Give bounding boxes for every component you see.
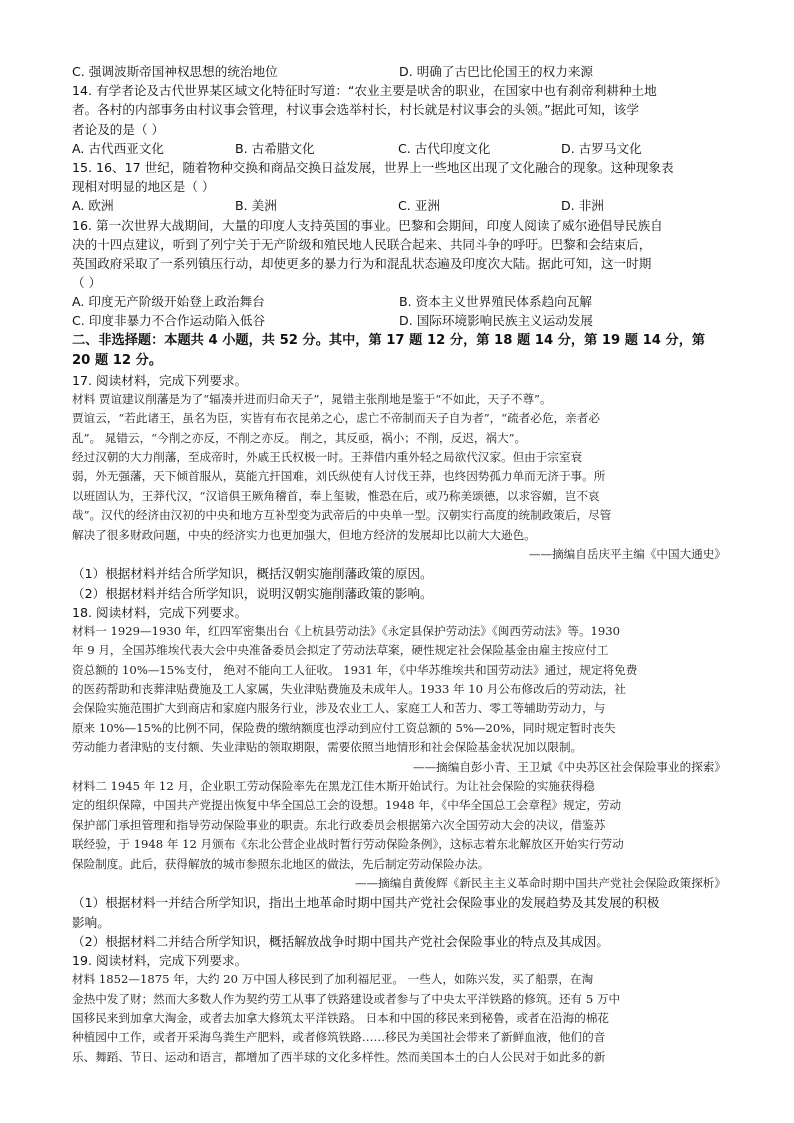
sub-question: （1）根据材料一并结合所学知识，指出土地革命时期中国共产党社会保险事业的发展趋势及其发展的积极 — [72, 895, 660, 911]
option-a[interactable]: A. 欧洲 — [72, 198, 114, 214]
material-line: 种植园中工作，或者开采海鸟粪生产肥料，或者修筑铁路……移民为美国社会带来了新鲜血液，他们的音 — [72, 1030, 606, 1045]
option-d[interactable]: D. 国际环境影响民族主义运动发展 — [399, 313, 594, 329]
material-line: 贾谊云，“若此诸王，虽名为臣，实皆有布衣昆弟之心，虑亡不帝制而天子自为者”，“疏者必危，亲者必 — [72, 411, 600, 426]
material-line: 乐、舞蹈、节日、运动和语言，都增加了西半球的文化多样性。然而美国本土的白人公民对于如此多的新 — [72, 1049, 606, 1064]
material-line: 劳动能力者津贴的支付额、失业津贴的领取期限，需要依照当地情形和社会保险基金状况加以限制。 — [72, 740, 583, 755]
material-line: 资总额的 10%—15%支付， 绝对不能向工人征收。 1931 年，《中华苏维埃共和国劳动法》通过，规定将免费 — [72, 662, 638, 677]
question-15 — [72, 158, 726, 216]
option-a[interactable]: A. 印度无产阶级开始登上政治舞台 — [72, 294, 265, 310]
material-line: 哉”。汉代的经济由汉初的中央和地方互补型变为武帝后的中央单一型。汉朝实行高度的统制政策后，尽管 — [72, 508, 612, 523]
q15-options — [72, 196, 726, 215]
material-line: 联经验，于 1948 年 12 月颁布《东北公营企业战时暂行劳动保险条例》，这标志着东北解放区开始实行劳动 — [72, 837, 624, 852]
question-text-line: 者。各村的内部事务由村议事会管理，村议事会选举村长，村长就是村议事会的头领。”据此可知，该学 — [72, 102, 639, 118]
material-line: 弱，外无强藩，天下倾首服从，莫能亢扞国难，刘氏纵使有人讨伐王莽，也终因势孤力单而无济于事。所 — [72, 469, 606, 484]
q16-options-row2 — [72, 311, 726, 330]
material-line: 保护部门承担管理和指导劳动保险事业的职责。东北行政委员会根据第六次全国劳动大会的决议，借鉴苏 — [72, 817, 606, 832]
section-heading-line: 20 题 12 分。 — [72, 352, 163, 368]
sub-question: （2）根据材料二并结合所学知识，概括解放战争时期中国共产党社会保险事业的特点及其成因。 — [72, 933, 609, 949]
question-text-line: 15. 16、17 世纪，随着物种交换和商品交换日益发展，世界上一些地区出现了文化融合的现象。这种现象表 — [72, 159, 674, 175]
question-16 — [72, 216, 726, 331]
question-17 — [72, 371, 726, 603]
question-head: 18. 阅读材料，完成下列要求。 — [72, 604, 248, 620]
question-19 — [72, 951, 726, 1067]
question-text-line: （ ） — [72, 275, 102, 291]
option-a[interactable]: A. 古代西亚文化 — [72, 140, 164, 156]
question-text-line: 16. 第一次世界大战期间，大量的印度人支持英国的事业。巴黎和会期间，印度人阅读了威尔逊倡导民族自 — [72, 217, 663, 233]
question-head: 17. 阅读材料，完成下列要求。 — [72, 372, 248, 388]
material-line: 乱”。 晁错云，“今削之亦反，不削之亦反。 削之，其反亟，祸小；不削，反迟，祸大”。 — [72, 430, 527, 445]
material-line: 年 9 月，全国苏维埃代表大会中央准备委员会拟定了劳动法草案，硬性规定社会保险基金由雇主按应付工 — [72, 643, 609, 658]
material-line: 解决了很多财政问题，中央的经济实力也更加强大，但地方经济的发展却比以前大大逊色。 — [72, 527, 536, 542]
question-text-line: 者论及的是（ ） — [72, 121, 165, 137]
question-18 — [72, 603, 726, 951]
material-line: 会保险实施范围扩大到商店和家庭内服务行业，涉及农业工人、家庭工人和苦力、零工等辅助劳动力，与 — [72, 701, 606, 716]
section-2-heading — [72, 331, 726, 371]
question-text-line: 决的十四点建议，听到了列宁关于无产阶级和殖民地人民联合起来、共同斗争的呼吁。巴黎和会结束后， — [72, 236, 652, 252]
material-source: ——摘编自彭小青、王卫斌《中央苏区社会保险事业的探索》 — [412, 759, 726, 774]
question-head: 19. 阅读材料，完成下列要求。 — [72, 952, 248, 968]
sub-question: 影响。 — [72, 914, 110, 930]
option-c[interactable]: C. 强调波斯帝国神权思想的统治地位 — [72, 64, 278, 79]
option-c[interactable]: C. 印度非暴力不合作运动陷入低谷 — [72, 313, 266, 329]
material-line: 材料 贾谊建议削藩是为了“辐凑并进而归命天子”，晁错主张削地是鉴于“不如此，天子不尊”。 — [72, 391, 552, 406]
option-c[interactable]: C. 亚洲 — [398, 198, 440, 214]
material-line: 的医药帮助和丧葬津贴费施及工人家属，失业津贴费施及未成年人。1933 年 10 月公布修改后的劳动法，社 — [72, 682, 626, 697]
option-c[interactable]: C. 古代印度文化 — [398, 140, 491, 156]
q13-options — [72, 62, 726, 81]
option-b[interactable]: B. 美洲 — [235, 198, 277, 214]
material-line: 以班固认为，王莽代汉，“汉谙俱王厥角稽首，奉上玺韨，惟恐在后，或乃称美颂德，以求容媚，岂不哀 — [72, 488, 600, 503]
material-line: 材料一 1929—1930 年，红四军密集出台《上杭县劳动法》《永定县保护劳动法》《闽西劳动法》等。1930 — [72, 623, 621, 638]
material-line: 经过汉朝的大力削藩，至成帝时，外戚王氏权极一时。王莽借内重外轻之局欲代汉家。但由于宗室衰 — [72, 449, 583, 464]
option-d[interactable]: D. 古罗马文化 — [561, 140, 642, 156]
material-line: 国移民来到加拿大淘金，或者去加拿大修筑太平洋铁路。 日本和中国的移民来到秘鲁，或者在沿海的棉花 — [72, 1010, 610, 1025]
material-source: ——摘编自黄俊辉《新民主主义革命时期中国共产党社会保险政策探析》 — [354, 875, 726, 890]
sub-question: （2）根据材料并结合所学知识，说明汉朝实施削藩政策的影响。 — [72, 585, 433, 601]
material-line: 保险制度。此后，获得解放的城市参照东北地区的做法，先后制定劳动保险办法。 — [72, 856, 490, 871]
section-heading-line: 二、非选择题：本题共 4 小题，共 52 分。其中，第 17 题 12 分，第 18 题 14 分，第 19 题 14 分，第 — [72, 332, 706, 348]
exam-page — [72, 62, 726, 1067]
q16-options-row1 — [72, 292, 726, 311]
material-line: 金热中发了财；然而大多数人作为契约劳工从事了铁路建设或者参与了中央太平洋铁路的修筑。还有 5 万中 — [72, 991, 621, 1006]
option-d[interactable]: D. 非洲 — [561, 198, 604, 214]
question-14 — [72, 81, 726, 158]
sub-question: （1）根据材料并结合所学知识，概括汉朝实施削藩政策的原因。 — [72, 566, 433, 582]
question-text-line: 英国政府采取了一系列镇压行动，却使更多的暴力行为和混乱状态遍及印度次大陆。据此可知，这一时期 — [72, 255, 652, 271]
question-text-line: 现相对明显的地区是（ ） — [72, 179, 215, 195]
material-line: 材料 1852—1875 年，大约 20 万中国人移民到了加利福尼亚。 一些人，如陈兴发，买了船票，在淘 — [72, 972, 594, 987]
option-b[interactable]: B. 资本主义世界殖民体系趋向瓦解 — [399, 294, 592, 310]
material-line: 材料二 1945 年 12 月，企业职工劳动保险率先在黑龙江佳木斯开始试行。为让社会保险的实施获得稳 — [72, 779, 595, 794]
material-line: 原来 10%—15%的比例不同，保险费的缴纳额度也浮动到应付工资总额的 5%—20%，同时规定暂时丧失 — [72, 720, 616, 735]
material-source: ——摘编自岳庆平主编《中国大通史》 — [528, 546, 726, 561]
option-b[interactable]: B. 古希腊文化 — [235, 140, 315, 156]
q14-options — [72, 139, 726, 158]
option-d[interactable]: D. 明确了古巴比伦国王的权力来源 — [399, 64, 594, 79]
material-line: 定的组织保障，中国共产党提出恢复中华全国总工会的设想。1948 年，《中华全国总工会章程》规定，劳动 — [72, 798, 622, 813]
question-text-line: 14. 有学者论及古代世界某区域文化特征时写道：“农业主要是吠舍的职业，在国家中也有刹帝利耕种土地 — [72, 83, 657, 99]
